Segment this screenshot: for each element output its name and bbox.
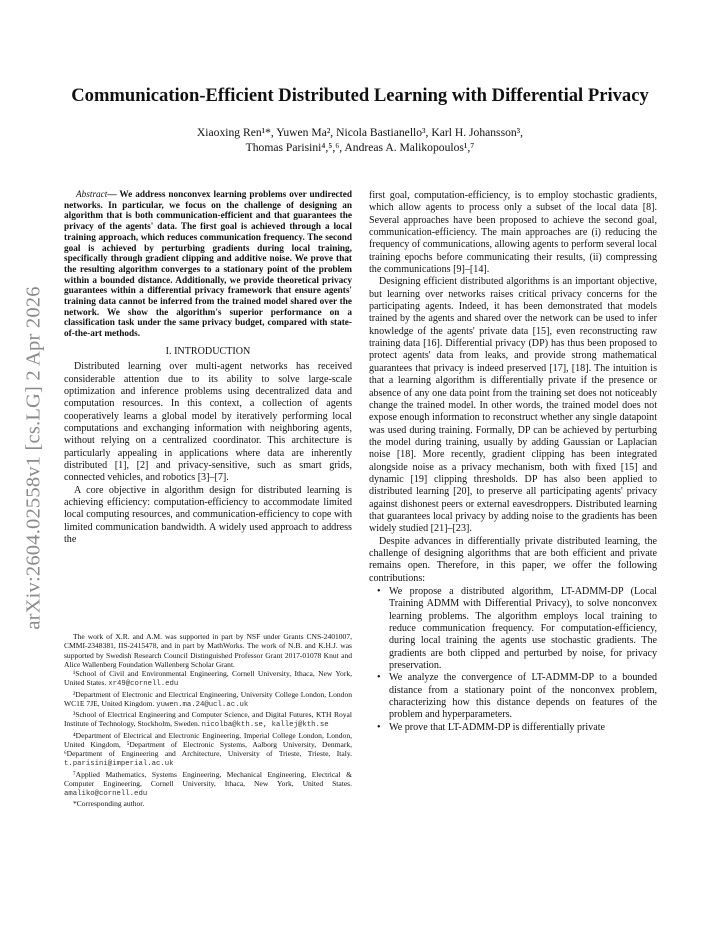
affiliation-footnote xyxy=(64,669,352,690)
contributions-list xyxy=(369,586,657,734)
body-paragraph: Designing efficient distributed algorithms is an important objective, but learning over networks raises critical privacy concerns for the participating agents. Indeed, it has been demonstrated that models trained by the agents and shared over the network can be used to infer knowledge of the agents' private data [15], even reconstructing raw training data [16]. Differential privacy (DP) has thus been proposed to protect agents' data from leaks, and provide strong mathematical guarantees that privacy is indeed preserved [17], [18]. The intuition is that a learning algorithm is differentially private if the presence or absence of any one data point from the training set does not noticeably change the trained model. In other words, the trained model does not expose enough information to reconstruct whether any single datapoint was used during training. Formally, DP can be achieved by perturbing the model during training, usually by adding Gaussian or Laplacian noise [18]. More recently, gradient clipping has been integrated alongside noise as a privacy mechanism, both with fixed [15] and dynamic [19] clipping thresholds. DP has also been applied to distributed learning [20], to preserve all participating agents' privacy against dishonest peers or external eavesdroppers. Distributed learning that guarantees local privacy by adding noise to the gradients has been widely studied [21]–[23]. xyxy=(369,276,657,535)
email-address: xr49@cornell.edu xyxy=(108,680,179,689)
contribution-text: We analyze the convergence of LT-ADMM-DP to a bounded distance from a stationary point of the nonconvex problem, characterizing how this distance depends on features of the problem and hyperparameters. xyxy=(389,672,657,721)
affiliation-footnote xyxy=(64,731,352,770)
section-heading-introduction: I. INTRODUCTION xyxy=(165,345,251,357)
contribution-item xyxy=(377,586,657,672)
arxiv-side-stamp xyxy=(20,238,48,678)
arxiv-identifier: arXiv:2604.02558v1 [cs.LG] 2 Apr 2026 xyxy=(22,286,45,630)
intro-paragraph: A core objective in algorithm design for distributed learning is achieving efficiency: computation-efficiency to accommodate limited local computing resources, and communication-efficiency to cope with limited communication bandwidth. A widely used approach to address the xyxy=(64,484,352,545)
email-address: nicolba@kth.se, kallej@kth.se xyxy=(201,721,329,730)
affiliation-text: ⁷Applied Mathematics, Systems Engineering, Mechanical Engineering, Electrical & Computer Engineering, Cornell University, Ithaca, New York, United States. xyxy=(64,769,352,788)
email-address: amaliko@cornell.edu xyxy=(64,790,148,798)
abstract-label: Abstract xyxy=(76,190,108,200)
contribution-text: We propose a distributed algorithm, LT-ADMM-DP (Local Training ADMM with Differential Privacy), to solve nonconvex learning problems. The algorithm employs local training to reduce communication frequency. For computation-efficiency, during local training the agents use stochastic gradients. The gradients are both clipped and perturbed by noise, for privacy preservation. xyxy=(389,586,657,672)
abstract-text: — We address nonconvex learning problems over undirected networks. In particular, we focus on the challenge of designing an algorithm that is both communication-efficient and that guarantees the privacy of the agents' data. The first goal is achieved through a local training approach, which reduces communication frequency. The second goal is achieved by perturbing gradients during local training, specifically through gradient clipping and additive noise. We prove that the resulting algorithm converges to a stationary point of the problem within a bounded distance. Additionally, we provide theoretical privacy guarantees within a differential privacy framework that ensure agents' training data cannot be inferred from the trained model shared over the network. We show the algorithm's superior performance on a classification task under the same privacy budget, compared with state-of-the-art methods. xyxy=(64,190,352,340)
affiliation-text: ²Department of Electronic and Electrical Engineering, University College London, London WC1E 7JE, United Kingdom. xyxy=(64,689,352,708)
corresponding-author-note: *Corresponding author. xyxy=(73,799,145,809)
bullet-icon: • xyxy=(377,586,381,597)
funding-footnote: The work of X.R. and A.M. was supported in part by NSF under Grants CNS-2401007, CMMI-2348381, IIS-2415478, and in part by MathWorks. The work of N.B. and K.H.J. was supported by Swedish Research Council Distinguished Professor Grant 2017-01078 Knut and Alice Wallenberg Foundation Wallenberg Scholar Grant. xyxy=(64,632,352,669)
authors-line-2: Thomas Parisini⁴,⁵,⁶, Andreas A. Malikopoulos¹,⁷ xyxy=(245,141,475,154)
right-column xyxy=(369,190,657,734)
contribution-text: We prove that LT-ADMM-DP is differentially private xyxy=(389,721,605,733)
authors-line-1: Xiaoxing Ren¹*, Yuwen Ma², Nicola Bastianello³, Karl H. Johansson³, xyxy=(196,126,524,139)
bullet-icon: • xyxy=(377,721,381,733)
affiliation-text: ³School of Electrical Engineering and Computer Science, and Digital Futures, KTH Royal Institute of Technology, Stockholm, Sweden. xyxy=(64,710,352,729)
author-list xyxy=(60,125,660,155)
contribution-item xyxy=(377,672,657,721)
body-paragraph: Despite advances in differentially private distributed learning, the challenge of designing algorithms that are both efficient and private remains open. Therefore, in this paper, we offer the following contributions: xyxy=(369,535,657,584)
affiliation-text: ¹School of Civil and Environmental Engineering, Cornell University, Ithaca, New York, United States. xyxy=(64,669,352,688)
footnotes xyxy=(64,632,352,809)
bullet-icon: • xyxy=(377,672,381,684)
email-address: yuwen.ma.24@ucl.ac.uk xyxy=(156,700,249,709)
intro-paragraph: Distributed learning over multi-agent networks has received considerable attention due to its ability to solve large-scale optimization and inference problems using decentralized data and computation resources. In this context, a collection of agents cooperatively learns a global model by iteratively performing local computations and exchanging information with neighboring agents, without relying on a centralized coordinator. This architecture is particularly appealing in applications where data are inherently distributed [1], [2] and privacy-sensitive, such as smart grids, connected vehicles, and robotics [3]–[7]. xyxy=(64,361,352,484)
left-column xyxy=(64,190,352,546)
affiliation-footnote xyxy=(64,690,352,711)
email-address: t.parisini@imperial.ac.uk xyxy=(64,760,174,769)
contribution-item xyxy=(377,721,657,734)
affiliation-footnote xyxy=(64,770,352,800)
paper-title: Communication-Efficient Distributed Learning with Differential Privacy xyxy=(71,85,649,106)
body-paragraph: first goal, computation-efficiency, is to employ stochastic gradients, which allow agents to process only a subset of the local data [8]. Several approaches have been proposed to achieve the second goal, communication-efficiency. The main approaches are (i) reducing the frequency of communications, allowing agents to perform several local training epochs before communicating their results, (ii) compressing the communications [9]–[14]. xyxy=(369,190,657,276)
abstract xyxy=(64,190,352,340)
affiliation-text: ⁴Department of Electrical and Electronic Engineering, Imperial College London, London, United Kingdom, ⁵Department of Electronic Systems, Aalborg University, Denmark, ⁶Department of Engineering and Architecture, University of Trieste, Trieste, Italy. xyxy=(64,730,352,758)
affiliation-footnote xyxy=(64,710,352,731)
